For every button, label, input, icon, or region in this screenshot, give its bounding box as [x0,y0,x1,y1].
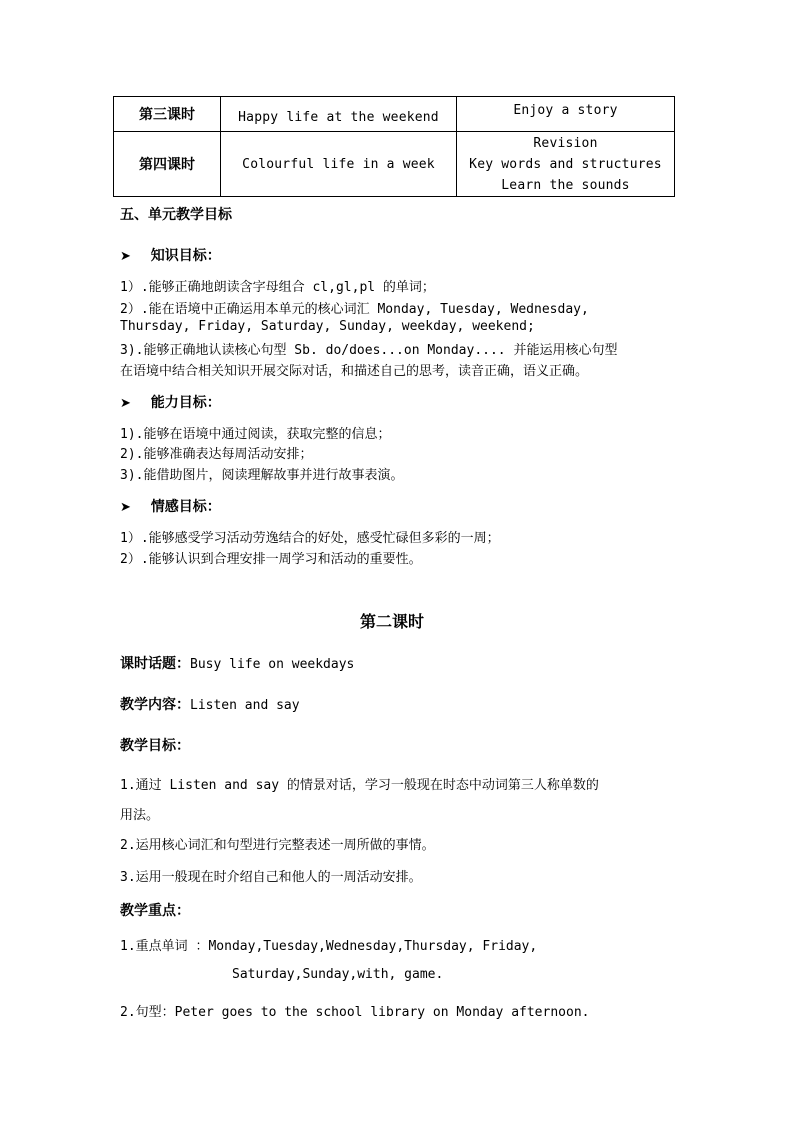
topic-row [120,653,354,673]
table-row [114,97,675,132]
goal-line: 2.运用核心词汇和句型进行完整表述一周所做的事情。 [120,838,435,853]
goal-line: 2）.能够认识到合理安排一周学习和活动的重要性。 [120,552,422,567]
focus-line: 1.重点单词 ：Monday,Tuesday,Wednesday,Thursday, Friday, [120,939,538,954]
ability-heading: ➤ 能力目标： [120,395,221,411]
content-cell [457,132,675,197]
goal-line: 1）.能够正确地朗读含字母组合 cl,gl,pl 的单词； [120,280,435,295]
table-row [114,132,675,197]
goals-label: 教学目标： [120,738,190,754]
content-cell [457,97,675,132]
goal-line: 2).能够准确表达每周活动安排； [120,447,313,462]
lesson-cell: 第四课时 [114,132,221,197]
goal-line: 在语境中结合相关知识开展交际对话，和描述自己的思考，读音正确，语义正确。 [120,364,589,379]
content-line: Key words and structures [469,156,662,172]
goal-line: 3).能够正确地认读核心句型 Sb. do/does...on Monday.... 并能运用核心句型 [120,343,618,358]
goal-line: 1）.能够感受学习活动劳逸结合的好处，感受忙碌但多彩的一周； [120,531,500,546]
arrow-bullet-icon: ➤ [120,500,131,515]
focus-line: 2.句型：Peter goes to the school library on Monday afternoon. [120,1005,590,1020]
knowledge-heading: ➤ 知识目标： [120,248,221,264]
content-label: 教学内容： [120,697,190,713]
section-heading: 五、单元教学目标 [120,207,232,223]
content-line: Enjoy a story [513,103,618,118]
lesson-title: 第二课时 [360,612,425,631]
emotion-heading: ➤ 情感目标： [120,499,221,515]
goal-line: 3).能借助图片，阅读理解故事并进行故事表演。 [120,468,404,483]
topic-label: 课时话题： [120,656,190,672]
arrow-bullet-icon: ➤ [120,396,131,411]
topic-cell: Happy life at the weekend [221,97,457,132]
focus-label: 教学重点： [120,903,190,919]
arrow-bullet-icon: ➤ [120,249,131,264]
goal-line: 2）.能在语境中正确运用本单元的核心词汇 Monday, Tuesday, Wednesday, [120,302,589,317]
goal-line: Thursday, Friday, Saturday, Sunday, weekday, weekend; [120,319,535,334]
content-line: Revision [533,135,598,151]
goal-line: 1).能够在语境中通过阅读，获取完整的信息； [120,427,391,442]
goal-line: 3.运用一般现在时介绍自己和他人的一周活动安排。 [120,870,422,885]
lesson-schedule-table [113,96,675,197]
goal-line: 1.通过 Listen and say 的情景对话，学习一般现在时态中动词第三人称单数的 [120,778,599,793]
topic-value: Busy life on weekdays [190,657,355,672]
content-value: Listen and say [190,698,300,713]
lesson-cell: 第三课时 [114,97,221,132]
content-line: Learn the sounds [501,177,630,193]
content-row [120,694,300,714]
topic-cell: Colourful life in a week [221,132,457,197]
focus-line: Saturday,Sunday,with, game. [232,967,444,982]
goal-line: 用法。 [120,808,160,823]
